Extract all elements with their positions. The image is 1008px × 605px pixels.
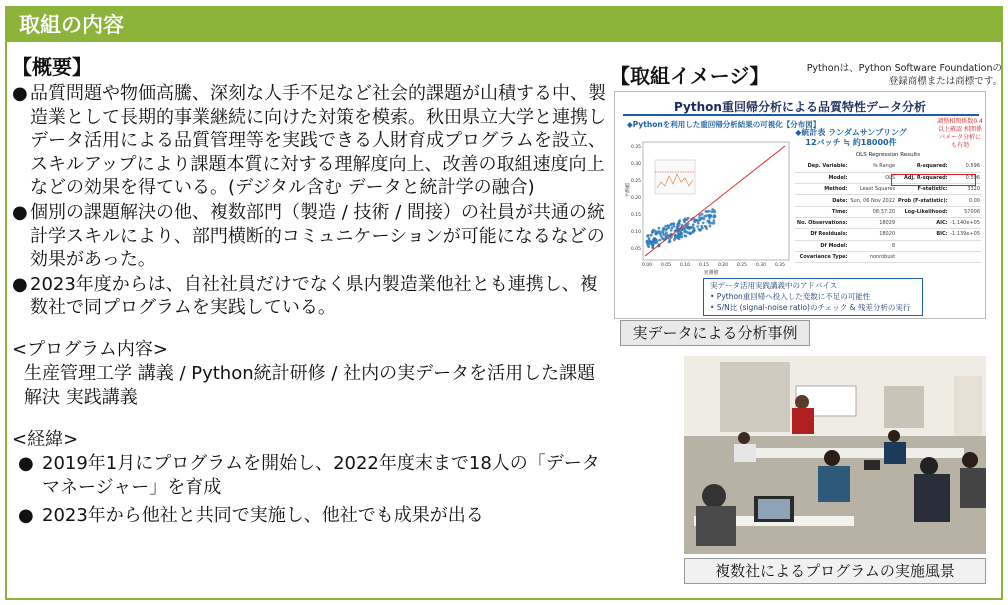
scatter-point — [647, 234, 650, 237]
scatter-point — [651, 244, 654, 247]
list-item: ● 2019年1月にプログラムを開始し、2022年度末まで18人の「データマネージャー」を育成 — [18, 452, 600, 498]
bullet-icon: ● — [12, 201, 28, 223]
scatter-point — [705, 227, 708, 230]
table-cell: 0.596 — [949, 172, 981, 183]
scatter-point — [665, 231, 668, 234]
scatter-point — [651, 231, 654, 234]
history-list — [12, 452, 612, 528]
scatter-point — [663, 233, 666, 236]
scatter-point — [655, 233, 658, 236]
table-cell — [896, 251, 949, 262]
table-row — [795, 240, 981, 251]
table-cell: Dep. Variable: — [795, 161, 849, 172]
inset-chart — [655, 160, 695, 194]
scatter-point — [700, 225, 703, 228]
photo-caption: 複数社によるプログラムの実施風景 — [684, 558, 986, 584]
table-cell: fs Range — [849, 161, 897, 172]
table-cell: Df Residuals: — [795, 229, 849, 240]
table-row — [795, 161, 981, 172]
y-tick-label: 0.30 — [630, 162, 641, 167]
classroom-photo — [684, 356, 986, 554]
scatter-point — [678, 237, 681, 240]
list-item: ● 2023年から他社と共同で実施し、他社でも成果が出る — [18, 504, 484, 526]
scatter-point — [699, 228, 702, 231]
table-cell: F-statistic: — [896, 184, 949, 195]
scatter-point — [687, 231, 690, 234]
table-row — [795, 251, 981, 262]
scatter-point — [700, 217, 703, 220]
overview-list — [12, 82, 612, 320]
bullet-icon: ● — [12, 273, 28, 295]
table-row — [795, 195, 981, 206]
scatter-point — [713, 214, 716, 217]
scatter-point — [672, 225, 675, 228]
scatter-point — [654, 230, 657, 233]
scatter-point — [705, 210, 708, 213]
table-cell: Time: — [795, 206, 849, 217]
scatter-point — [705, 214, 708, 217]
program-body: 生産管理工学 講義 / Python統計研修 / 社内の実データを活用した課題解決 実践講義 — [24, 362, 596, 408]
x-tick-label: 0.05 — [660, 263, 672, 268]
scatter-point — [678, 233, 681, 236]
table-cell: Prob (F-statistic): — [896, 195, 949, 206]
slide-subtitle-right: ◆統計表 ランダムサンプリング12バッチ ≒ 約18000件 — [795, 128, 907, 147]
list-item: ● 個別の課題解決の他、複数部門（製造 / 技術 / 間接）の社員が共通の統計学スキルにより、部門横断的コミュニケーションが可能になるなどの効果があった。 — [12, 201, 606, 271]
scatter-point — [708, 210, 711, 213]
scatter-point — [683, 219, 686, 222]
scatter-point — [689, 226, 692, 229]
y-tick-label: 0.35 — [630, 145, 641, 150]
list-item: ● 2023年度からは、自社社員だけでなく県内製造業他社とも連携し、複数社で同プログラムを実践している。 — [12, 273, 598, 319]
table-cell: 08:37:20 — [849, 206, 897, 217]
scatter-point — [673, 234, 676, 237]
scatter-point — [706, 220, 709, 223]
section-header: 取組の内容 — [7, 8, 1001, 42]
scatter-point — [648, 239, 651, 242]
table-cell: No. Observations: — [795, 217, 849, 228]
table-cell — [896, 240, 949, 251]
table-cell: R-squared: — [896, 161, 949, 172]
x-tick-label: 0.10 — [679, 263, 691, 268]
scatter-point — [668, 226, 671, 229]
table-cell: 57006 — [949, 206, 981, 217]
table-cell: BIC: — [896, 229, 949, 240]
slide-side-note: 調整相関係数0.4以上確認 相関係パメータ分析にも有効 — [937, 118, 983, 149]
scatter-point — [656, 239, 659, 242]
scatter-point — [678, 222, 681, 225]
table-cell: 18029 — [849, 217, 897, 228]
table-cell: -1.140e+05 — [949, 217, 981, 228]
scatter-point — [713, 219, 716, 222]
scatter-point — [702, 222, 705, 225]
image-section-title: 【取組イメージ】 — [610, 64, 770, 88]
table-cell: Log-Likelihood: — [896, 206, 949, 217]
table-cell: AIC: — [896, 217, 949, 228]
highlight-box — [891, 174, 976, 186]
program-block — [12, 338, 612, 410]
classroom-scene-image — [684, 356, 986, 554]
table-cell: 18020 — [849, 229, 897, 240]
x-axis-label: 実測値 — [703, 270, 719, 276]
scatter-point — [665, 228, 668, 231]
analysis-caption: 実データによる分析事例 — [620, 320, 810, 346]
x-tick-label: 0.30 — [755, 263, 767, 268]
slide-divider — [623, 114, 979, 116]
scatter-point — [652, 238, 655, 241]
scatter-point — [673, 239, 676, 242]
x-tick-label: 0.35 — [774, 263, 786, 268]
slide-title: Python重回帰分析による品質特性データ分析 — [674, 100, 926, 114]
table-cell: -1.139e+05 — [949, 229, 981, 240]
table-row — [795, 206, 981, 217]
history-title: <経緯> — [12, 428, 79, 450]
table-cell — [949, 251, 981, 262]
regression-scatter-plot — [625, 138, 793, 276]
table-cell: 8 — [849, 240, 897, 251]
trademark-note: Pythonは、Python Software Foundationの登録商標または商標です。 — [806, 63, 1002, 87]
scatter-point — [680, 235, 683, 238]
scatter-point — [693, 219, 696, 222]
y-tick-label: 0.15 — [630, 213, 641, 218]
scatter-point — [703, 218, 706, 221]
scatter-point — [670, 229, 673, 232]
bullet-icon: ● — [18, 504, 34, 526]
scatter-point — [693, 229, 696, 232]
table-cell: 0.596 — [949, 161, 981, 172]
table-cell: 3320 — [949, 184, 981, 195]
scatter-point — [709, 214, 712, 217]
table-cell: Model: — [795, 172, 849, 183]
bullet-icon: ● — [18, 452, 34, 474]
y-tick-labels — [631, 144, 641, 252]
table-cell: 0.00 — [949, 195, 981, 206]
scatter-point — [658, 230, 661, 233]
history-block — [12, 428, 612, 528]
table-cell: Df Model: — [795, 240, 849, 251]
y-tick-label: 0.25 — [630, 179, 641, 184]
left-column — [12, 54, 612, 532]
scatter-point — [696, 225, 699, 228]
scatter-point — [658, 227, 661, 230]
scatter-point — [709, 225, 712, 228]
list-item: ● 品質問題や物価高騰、深刻な人手不足など社会的課題が山積する中、製造業として長期的事業継続に向けた対策を模索。秋田県立大学と連携しデータ活用による品質管理等を実践できる人財育成プログラムを設立、スキルアップにより課題本質に対する理解度向上、改善の取組速度向上などの効果を得ている。(デジタル含む データと統計学の融合) — [12, 83, 606, 199]
scatter-point — [670, 223, 673, 226]
x-tick-label: 0.15 — [698, 263, 710, 268]
table-cell: Sun, 06 Nov 2022 — [849, 195, 897, 206]
scatter-point — [659, 239, 662, 242]
ols-title: OLS Regression Results — [855, 152, 921, 158]
x-tick-label: 0.25 — [736, 263, 748, 268]
scatter-point — [650, 234, 653, 237]
scatter-point — [697, 222, 700, 225]
table-row — [795, 217, 981, 228]
table-row — [795, 229, 981, 240]
y-tick-label: 0.10 — [630, 230, 641, 235]
table-cell: Covariance Type: — [795, 251, 849, 262]
table-cell: Least Squares — [849, 184, 897, 195]
table-cell: Method: — [795, 184, 849, 195]
scatter-point — [711, 210, 714, 213]
scatter-point — [647, 244, 650, 247]
slide-subtitle-left: ◆Pythonを利用した重回帰分析結果の可視化【分布図】 — [627, 120, 821, 129]
x-tick-labels — [642, 262, 785, 268]
x-tick-label: 0.00 — [641, 263, 653, 268]
table-cell — [949, 240, 981, 251]
table-cell: nonrobust — [849, 251, 897, 262]
y-axis-label: 予測値 — [625, 182, 631, 198]
y-tick-label: 0.20 — [630, 196, 641, 201]
ols-results-table — [795, 152, 981, 263]
bullet-icon: ● — [12, 83, 28, 104]
analysis-slide — [614, 91, 986, 319]
scatter-point — [686, 218, 689, 221]
scatter-point — [683, 234, 686, 237]
table-cell: Adj. R-squared: — [896, 172, 949, 183]
table-cell: OLS — [849, 172, 897, 183]
scatter-point — [678, 219, 681, 222]
scatter-point — [676, 226, 679, 229]
program-title: <プログラム内容> — [12, 338, 168, 360]
advice-box: 実データ活用実践講義中のアドバイス • Python重回帰へ投入した変数に不足の可能性 • S/N比 (signal-noise ratio)のチェック & 残差分析の実行 — [703, 278, 923, 316]
scatter-point — [668, 238, 671, 241]
y-tick-label: 0.05 — [630, 247, 641, 252]
x-tick-label: 0.20 — [717, 263, 729, 268]
scatter-point — [711, 222, 714, 225]
overview-title: 【概要】 — [12, 55, 92, 79]
scatter-point — [713, 211, 716, 214]
table-cell: Date: — [795, 195, 849, 206]
